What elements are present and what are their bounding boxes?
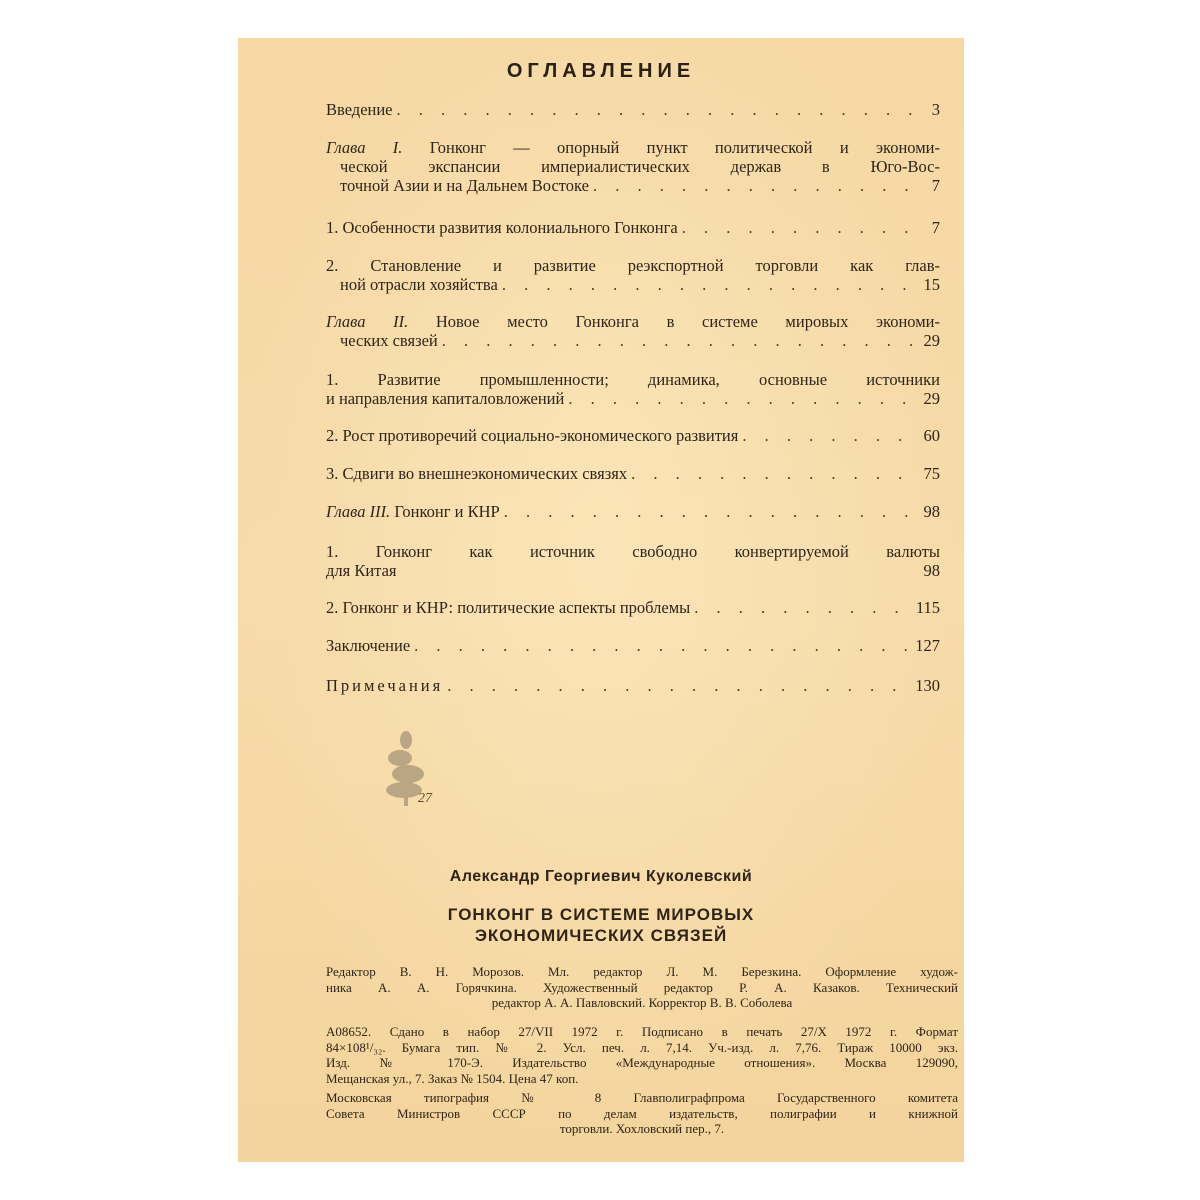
toc-page-number: 75 [923,464,940,483]
printer-details [326,1090,958,1137]
leader-dots [414,636,911,655]
leader-dots [694,598,912,617]
toc-heading: ОГЛАВЛЕНИЕ [506,60,696,82]
toc-entry-text: ческой экспансии империалистических держав в Юго-Вос- [340,157,940,176]
author-name: Александр Георгиевич Куколевский [449,868,753,885]
toc-entry-text: и направления капиталовложений [326,389,565,408]
printer-line: Московская типография № 8 Главполиграфпрома Государственного комитета [326,1090,958,1105]
toc-entry-chapter-2 [326,312,940,350]
toc-entry-3-1 [326,542,940,580]
toc-page-number: 130 [915,676,940,695]
toc-entry-text: Гонконг и КНР [394,502,500,521]
toc-entry-chapter-3 [326,502,940,521]
leader-dots [568,389,914,408]
toc-entry-2-2 [326,426,940,445]
leader-dots [742,426,914,445]
toc-page-number: 127 [915,636,940,655]
leader-dots [502,275,914,294]
toc-entry-text: Гонконг — опорный пункт политической и экономи- [429,138,940,157]
imprint-line: 84×108¹/₃₂. Бумага тип. № 2. Усл. печ. л. 7,14. Уч.-изд. л. 7,76. Тираж 10000 экз. [326,1039,958,1055]
stamp-number: 27 [418,791,432,806]
leader-dots [593,176,914,195]
toc-page-number: 60 [923,426,940,445]
printer-line: Совета Министров СССР по делам издательств, полиграфии и книжной [326,1105,958,1121]
toc-entry-conclusion [326,636,940,655]
toc-entry-introduction [326,100,940,119]
toc-entry-2-3 [326,464,940,483]
imprint-line: А08652. Сдано в набор 27/VII 1972 г. Подписано в печать 27/X 1972 г. Формат [326,1024,958,1039]
library-stamp-mark [378,728,448,808]
leader-dots [397,100,914,119]
toc-entry-2-1 [326,370,940,408]
imprint-line: Мещанская ул., 7. Заказ № 1504. Цена 47 коп. [326,1070,579,1086]
leader-dots [442,331,914,350]
toc-page-number: 7 [931,176,940,195]
toc-page-number: 29 [923,389,940,408]
book-title-line: ЭКОНОМИЧЕСКИХ СВЯЗЕЙ [474,926,728,945]
toc-page-number: 7 [931,218,940,237]
toc-entry-text: для Китая [326,561,397,580]
toc-entry-text: Примечания [326,676,444,695]
toc-entry-text: 2. Рост противоречий социально-экономического развития [326,426,739,445]
toc-entry-text: ческих связей [340,331,438,350]
credits-line: ника А. А. Горячкина. Художественный редактор Р. А. Казаков. Технический [326,979,958,995]
chapter-label: Глава III. [326,502,391,521]
toc-page-number: 29 [923,331,940,350]
toc-entry-chapter-1 [326,138,940,195]
credits-line: Редактор В. Н. Морозов. Мл. редактор Л. М. Березкина. Оформление худож- [326,964,958,979]
toc-page-number: 98 [923,502,940,521]
toc-entry-text: Новое место Гонконга в системе мировых экономи- [435,312,940,331]
chapter-label: Глава II. [326,312,409,331]
leader-dots [631,464,914,483]
toc-entry-text: Введение [326,100,393,119]
toc-entry-text: 1. Особенности развития колониального Гонконга [326,218,678,237]
leader-dots [504,502,914,521]
printer-line: торговли. Хохловский пер., 7. [559,1121,725,1136]
imprint-details [326,1024,958,1086]
toc-entry-text: Заключение [326,636,411,655]
toc-entry-text: 1. Развитие промышленности; динамика, основные источники [326,370,940,389]
book-title-line: ГОНКОНГ В СИСТЕМЕ МИРОВЫХ [447,905,755,924]
book-title [238,904,964,946]
toc-page-number: 98 [923,561,940,580]
toc-entry-text: точной Азии и на Дальнем Востоке [340,176,589,195]
toc-page-number: 15 [923,275,940,294]
toc-entry-text: 2. Гонконг и КНР: политические аспекты проблемы [326,598,691,617]
leader-dots [447,676,911,695]
toc-entry-3-2 [326,598,940,617]
toc-page-number: 115 [915,598,940,617]
chapter-label: Глава I. [326,138,403,157]
toc-entry-1-2 [326,256,940,294]
imprint-line: Изд. № 170-Э. Издательство «Международные отношения». Москва 129090, [326,1055,958,1070]
toc-entry-1-1 [326,218,940,237]
credits-line: редактор А. А. Павловский. Корректор В. В. Соболева [491,995,793,1010]
leader-dots [682,218,914,237]
editors-credits [326,964,958,1011]
book-page [238,38,964,1162]
toc-entry-text: 2. Становление и развитие реэкспортной торговли как глав- [326,256,940,275]
toc-entry-notes [326,676,940,695]
toc-entry-text: ной отрасли хозяйства [340,275,498,294]
toc-entry-text: 1. Гонконг как источник свободно конвертируемой валюты [326,542,940,561]
toc-page-number: 3 [931,100,940,119]
toc-entry-text: 3. Сдвиги во внешнеэкономических связях [326,464,628,483]
